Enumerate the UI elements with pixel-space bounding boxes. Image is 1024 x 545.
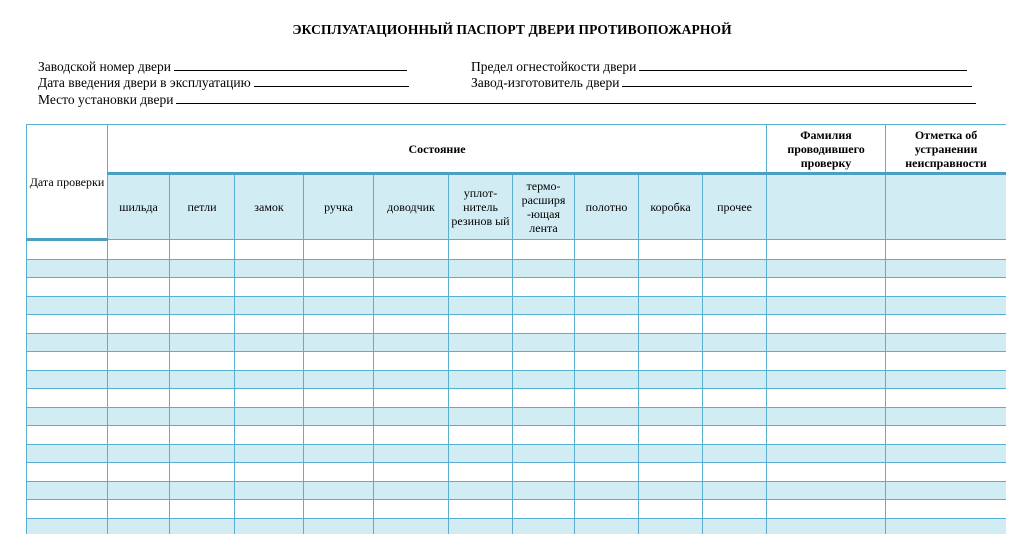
table-row bbox=[27, 296, 1007, 315]
table-cell[interactable] bbox=[886, 315, 1006, 334]
table-cell[interactable] bbox=[767, 481, 886, 500]
table-cell[interactable] bbox=[575, 407, 639, 426]
table-cell[interactable] bbox=[639, 352, 703, 371]
table-cell[interactable] bbox=[304, 444, 374, 463]
table-cell[interactable] bbox=[767, 352, 886, 371]
table-cell[interactable] bbox=[886, 518, 1006, 534]
table-cell[interactable] bbox=[575, 370, 639, 389]
table-cell[interactable] bbox=[513, 481, 575, 500]
table-cell[interactable] bbox=[235, 333, 304, 352]
table-cell[interactable] bbox=[513, 518, 575, 534]
table-cell[interactable] bbox=[513, 278, 575, 297]
table-cell[interactable] bbox=[170, 352, 235, 371]
table-cell[interactable] bbox=[513, 407, 575, 426]
table-cell[interactable] bbox=[374, 518, 449, 534]
fire-resistance-field[interactable] bbox=[471, 59, 967, 75]
table-cell[interactable] bbox=[767, 389, 886, 408]
table-cell[interactable] bbox=[513, 333, 575, 352]
table-cell[interactable] bbox=[575, 352, 639, 371]
state-col-frame: коробка bbox=[639, 174, 703, 240]
table-cell[interactable] bbox=[235, 426, 304, 445]
table-cell[interactable] bbox=[575, 389, 639, 408]
table-cell[interactable] bbox=[449, 426, 513, 445]
state-col-closer: доводчик bbox=[374, 174, 449, 240]
table-cell[interactable] bbox=[703, 259, 767, 278]
install-location-label: Место установки двери bbox=[38, 92, 174, 107]
table-cell[interactable] bbox=[703, 463, 767, 482]
table-cell[interactable] bbox=[27, 389, 108, 408]
table-cell[interactable] bbox=[886, 278, 1006, 297]
table-cell[interactable] bbox=[304, 240, 374, 260]
table-cell[interactable] bbox=[235, 296, 304, 315]
table-cell[interactable] bbox=[886, 259, 1006, 278]
table-cell[interactable] bbox=[27, 481, 108, 500]
install-location-line[interactable] bbox=[176, 92, 976, 104]
table-cell[interactable] bbox=[108, 333, 170, 352]
table-cell[interactable] bbox=[639, 389, 703, 408]
table-row bbox=[27, 240, 1007, 260]
table-cell[interactable] bbox=[27, 352, 108, 371]
table-cell[interactable] bbox=[703, 278, 767, 297]
table-cell[interactable] bbox=[886, 333, 1006, 352]
table-cell[interactable] bbox=[235, 518, 304, 534]
fire-resistance-line[interactable] bbox=[639, 59, 967, 71]
table-cell[interactable] bbox=[170, 389, 235, 408]
table-row bbox=[27, 315, 1007, 334]
table-cell[interactable] bbox=[27, 333, 108, 352]
table-cell[interactable] bbox=[27, 407, 108, 426]
table-cell[interactable] bbox=[304, 481, 374, 500]
table-cell[interactable] bbox=[575, 444, 639, 463]
table-cell[interactable] bbox=[767, 333, 886, 352]
table-cell[interactable] bbox=[767, 426, 886, 445]
manufacturer-field[interactable] bbox=[471, 75, 972, 91]
table-row bbox=[27, 278, 1007, 297]
table-cell[interactable] bbox=[886, 500, 1006, 519]
table-row bbox=[27, 389, 1007, 408]
table-cell[interactable] bbox=[449, 278, 513, 297]
table-cell[interactable] bbox=[575, 278, 639, 297]
table-cell[interactable] bbox=[449, 444, 513, 463]
table-cell[interactable] bbox=[767, 407, 886, 426]
table-cell[interactable] bbox=[449, 333, 513, 352]
table-cell[interactable] bbox=[575, 259, 639, 278]
table-cell[interactable] bbox=[703, 370, 767, 389]
table-cell[interactable] bbox=[449, 463, 513, 482]
table-cell[interactable] bbox=[886, 463, 1006, 482]
table-cell[interactable] bbox=[513, 352, 575, 371]
table-cell[interactable] bbox=[513, 240, 575, 260]
table-cell[interactable] bbox=[27, 500, 108, 519]
table-cell[interactable] bbox=[449, 296, 513, 315]
table-cell[interactable] bbox=[170, 240, 235, 260]
table-cell[interactable] bbox=[235, 500, 304, 519]
table-cell[interactable] bbox=[703, 333, 767, 352]
commission-date-field[interactable] bbox=[38, 75, 409, 91]
table-cell[interactable] bbox=[639, 333, 703, 352]
table-cell[interactable] bbox=[304, 296, 374, 315]
table-cell[interactable] bbox=[108, 463, 170, 482]
table-cell[interactable] bbox=[304, 500, 374, 519]
state-col-leaf: полотно bbox=[575, 174, 639, 240]
table-cell[interactable] bbox=[513, 426, 575, 445]
table-cell[interactable] bbox=[304, 315, 374, 334]
table-cell[interactable] bbox=[639, 463, 703, 482]
table-cell[interactable] bbox=[235, 240, 304, 260]
table-cell[interactable] bbox=[639, 259, 703, 278]
table-cell[interactable] bbox=[639, 407, 703, 426]
table-cell[interactable] bbox=[575, 518, 639, 534]
table-cell[interactable] bbox=[703, 518, 767, 534]
table-cell[interactable] bbox=[575, 463, 639, 482]
table-cell[interactable] bbox=[639, 278, 703, 297]
table-cell[interactable] bbox=[767, 370, 886, 389]
inspection-table bbox=[26, 124, 1006, 534]
table-cell[interactable] bbox=[886, 296, 1006, 315]
table-cell[interactable] bbox=[304, 259, 374, 278]
state-group-header: Состояние bbox=[108, 125, 767, 174]
fire-resistance-label: Предел огнестойкости двери bbox=[471, 59, 637, 74]
table-cell[interactable] bbox=[639, 370, 703, 389]
table-cell[interactable] bbox=[170, 333, 235, 352]
table-cell[interactable] bbox=[235, 315, 304, 334]
install-location-field[interactable] bbox=[38, 92, 976, 108]
table-cell[interactable] bbox=[108, 296, 170, 315]
table-cell[interactable] bbox=[108, 259, 170, 278]
table-cell[interactable] bbox=[374, 500, 449, 519]
table-cell[interactable] bbox=[886, 240, 1006, 260]
table-cell[interactable] bbox=[304, 278, 374, 297]
table-cell[interactable] bbox=[374, 296, 449, 315]
commission-date-label: Дата введения двери в эксплуатацию bbox=[38, 75, 251, 90]
table-row bbox=[27, 426, 1007, 445]
date-column-header: Дата проверки bbox=[27, 125, 108, 240]
table-cell[interactable] bbox=[27, 518, 108, 534]
table-cell[interactable] bbox=[449, 240, 513, 260]
table-cell[interactable] bbox=[27, 426, 108, 445]
serial-number-field[interactable] bbox=[38, 59, 407, 75]
table-cell[interactable] bbox=[235, 444, 304, 463]
table-row bbox=[27, 463, 1007, 482]
table-cell[interactable] bbox=[304, 370, 374, 389]
manufacturer-line[interactable] bbox=[622, 75, 972, 87]
table-cell[interactable] bbox=[170, 315, 235, 334]
table-cell[interactable] bbox=[703, 481, 767, 500]
table-cell[interactable] bbox=[27, 240, 108, 260]
table-cell[interactable] bbox=[170, 518, 235, 534]
table-cell[interactable] bbox=[27, 296, 108, 315]
table-cell[interactable] bbox=[767, 315, 886, 334]
table-cell[interactable] bbox=[575, 240, 639, 260]
table-cell[interactable] bbox=[170, 500, 235, 519]
table-cell[interactable] bbox=[235, 278, 304, 297]
table-cell[interactable] bbox=[170, 444, 235, 463]
table-cell[interactable] bbox=[304, 518, 374, 534]
table-cell[interactable] bbox=[449, 352, 513, 371]
table-cell[interactable] bbox=[374, 278, 449, 297]
table-cell[interactable] bbox=[374, 370, 449, 389]
table-cell[interactable] bbox=[703, 352, 767, 371]
table-cell[interactable] bbox=[513, 463, 575, 482]
inspector-column-header: Фамилия проводившего проверку bbox=[767, 125, 886, 174]
table-cell[interactable] bbox=[170, 278, 235, 297]
table-cell[interactable] bbox=[886, 407, 1006, 426]
table-cell[interactable] bbox=[703, 240, 767, 260]
table-cell[interactable] bbox=[27, 444, 108, 463]
table-cell[interactable] bbox=[575, 426, 639, 445]
table-cell[interactable] bbox=[170, 296, 235, 315]
table-cell[interactable] bbox=[374, 444, 449, 463]
table-cell[interactable] bbox=[886, 426, 1006, 445]
table-cell[interactable] bbox=[449, 259, 513, 278]
table-cell[interactable] bbox=[374, 352, 449, 371]
table-cell[interactable] bbox=[639, 315, 703, 334]
table-cell[interactable] bbox=[374, 240, 449, 260]
table-row bbox=[27, 500, 1007, 519]
table-cell[interactable] bbox=[886, 352, 1006, 371]
table-cell[interactable] bbox=[886, 481, 1006, 500]
table-cell[interactable] bbox=[374, 333, 449, 352]
table-cell[interactable] bbox=[449, 518, 513, 534]
table-cell[interactable] bbox=[374, 389, 449, 408]
table-cell[interactable] bbox=[513, 259, 575, 278]
table-cell[interactable] bbox=[513, 296, 575, 315]
manufacturer-label: Завод-изготовитель двери bbox=[471, 75, 620, 90]
state-col-lock: замок bbox=[235, 174, 304, 240]
table-row bbox=[27, 352, 1007, 371]
table-cell[interactable] bbox=[27, 278, 108, 297]
table-cell[interactable] bbox=[170, 426, 235, 445]
table-cell[interactable] bbox=[575, 333, 639, 352]
repair-column-header: Отметка об устранении неисправности bbox=[886, 125, 1006, 174]
table-cell[interactable] bbox=[513, 389, 575, 408]
table-cell[interactable] bbox=[108, 407, 170, 426]
table-cell[interactable] bbox=[304, 333, 374, 352]
table-cell[interactable] bbox=[27, 370, 108, 389]
table-cell[interactable] bbox=[235, 463, 304, 482]
table-cell[interactable] bbox=[235, 389, 304, 408]
state-col-seal: уплот-нитель резинов ый bbox=[449, 174, 513, 240]
state-col-hinges: петли bbox=[170, 174, 235, 240]
table-cell[interactable] bbox=[639, 444, 703, 463]
table-cell[interactable] bbox=[27, 463, 108, 482]
table-cell[interactable] bbox=[235, 481, 304, 500]
table-cell[interactable] bbox=[449, 370, 513, 389]
table-cell[interactable] bbox=[767, 518, 886, 534]
state-col-other: прочее bbox=[703, 174, 767, 240]
table-cell[interactable] bbox=[170, 481, 235, 500]
table-cell[interactable] bbox=[703, 407, 767, 426]
inspector-subcell bbox=[767, 174, 886, 240]
serial-number-label: Заводской номер двери bbox=[38, 59, 171, 74]
table-cell[interactable] bbox=[639, 500, 703, 519]
table-cell[interactable] bbox=[304, 426, 374, 445]
table-cell[interactable] bbox=[304, 463, 374, 482]
state-col-plate: шильда bbox=[108, 174, 170, 240]
table-cell[interactable] bbox=[575, 500, 639, 519]
table-cell[interactable] bbox=[513, 315, 575, 334]
table-row bbox=[27, 518, 1007, 534]
table-cell[interactable] bbox=[449, 389, 513, 408]
table-cell[interactable] bbox=[886, 444, 1006, 463]
table-cell[interactable] bbox=[374, 426, 449, 445]
table-cell[interactable] bbox=[703, 444, 767, 463]
table-cell[interactable] bbox=[170, 407, 235, 426]
table-cell[interactable] bbox=[449, 500, 513, 519]
table-cell[interactable] bbox=[767, 259, 886, 278]
table-cell[interactable] bbox=[639, 296, 703, 315]
table-cell[interactable] bbox=[767, 240, 886, 260]
table-cell[interactable] bbox=[703, 426, 767, 445]
document-title: ЭКСПЛУАТАЦИОННЫЙ ПАСПОРТ ДВЕРИ ПРОТИВОПОЖАРНОЙ bbox=[292, 22, 732, 37]
table-cell[interactable] bbox=[108, 426, 170, 445]
table-cell[interactable] bbox=[513, 500, 575, 519]
table-row bbox=[27, 444, 1007, 463]
table-cell[interactable] bbox=[27, 259, 108, 278]
table-cell[interactable] bbox=[304, 407, 374, 426]
table-cell[interactable] bbox=[108, 444, 170, 463]
table-cell[interactable] bbox=[703, 296, 767, 315]
table-cell[interactable] bbox=[767, 296, 886, 315]
table-row bbox=[27, 407, 1007, 426]
table-cell[interactable] bbox=[374, 407, 449, 426]
table-cell[interactable] bbox=[170, 463, 235, 482]
table-cell[interactable] bbox=[513, 444, 575, 463]
table-cell[interactable] bbox=[235, 259, 304, 278]
table-cell[interactable] bbox=[170, 259, 235, 278]
table-cell[interactable] bbox=[639, 426, 703, 445]
table-cell[interactable] bbox=[108, 278, 170, 297]
table-cell[interactable] bbox=[108, 500, 170, 519]
table-cell[interactable] bbox=[108, 389, 170, 408]
table-cell[interactable] bbox=[767, 463, 886, 482]
table-cell[interactable] bbox=[374, 315, 449, 334]
table-row bbox=[27, 481, 1007, 500]
table-cell[interactable] bbox=[886, 389, 1006, 408]
table-cell[interactable] bbox=[639, 518, 703, 534]
repair-subcell bbox=[886, 174, 1006, 240]
table-cell[interactable] bbox=[575, 481, 639, 500]
table-cell[interactable] bbox=[108, 518, 170, 534]
table-cell[interactable] bbox=[513, 370, 575, 389]
table-cell[interactable] bbox=[449, 315, 513, 334]
table-cell[interactable] bbox=[108, 240, 170, 260]
table-cell[interactable] bbox=[886, 370, 1006, 389]
table-cell[interactable] bbox=[235, 407, 304, 426]
table-cell[interactable] bbox=[767, 278, 886, 297]
table-row bbox=[27, 259, 1007, 278]
table-cell[interactable] bbox=[374, 481, 449, 500]
table-cell[interactable] bbox=[639, 240, 703, 260]
table-cell[interactable] bbox=[27, 315, 108, 334]
commission-date-line[interactable] bbox=[254, 75, 409, 87]
table-cell[interactable] bbox=[304, 352, 374, 371]
table-cell[interactable] bbox=[575, 296, 639, 315]
table-cell[interactable] bbox=[703, 389, 767, 408]
table-cell[interactable] bbox=[374, 463, 449, 482]
table-cell[interactable] bbox=[575, 315, 639, 334]
table-cell[interactable] bbox=[108, 481, 170, 500]
table-cell[interactable] bbox=[108, 370, 170, 389]
table-cell[interactable] bbox=[767, 444, 886, 463]
table-row bbox=[27, 370, 1007, 389]
table-cell[interactable] bbox=[235, 370, 304, 389]
table-cell[interactable] bbox=[170, 370, 235, 389]
table-row bbox=[27, 333, 1007, 352]
table-cell[interactable] bbox=[304, 389, 374, 408]
table-cell[interactable] bbox=[374, 259, 449, 278]
table-cell[interactable] bbox=[235, 352, 304, 371]
table-cell[interactable] bbox=[449, 407, 513, 426]
table-cell[interactable] bbox=[703, 500, 767, 519]
table-cell[interactable] bbox=[449, 481, 513, 500]
table-cell[interactable] bbox=[767, 500, 886, 519]
state-col-handle: ручка bbox=[304, 174, 374, 240]
table-cell[interactable] bbox=[108, 315, 170, 334]
table-cell[interactable] bbox=[639, 481, 703, 500]
table-cell[interactable] bbox=[108, 352, 170, 371]
serial-number-line[interactable] bbox=[174, 59, 407, 71]
state-col-thermo-tape: термо-расширя -ющая лента bbox=[513, 174, 575, 240]
table-cell[interactable] bbox=[703, 315, 767, 334]
